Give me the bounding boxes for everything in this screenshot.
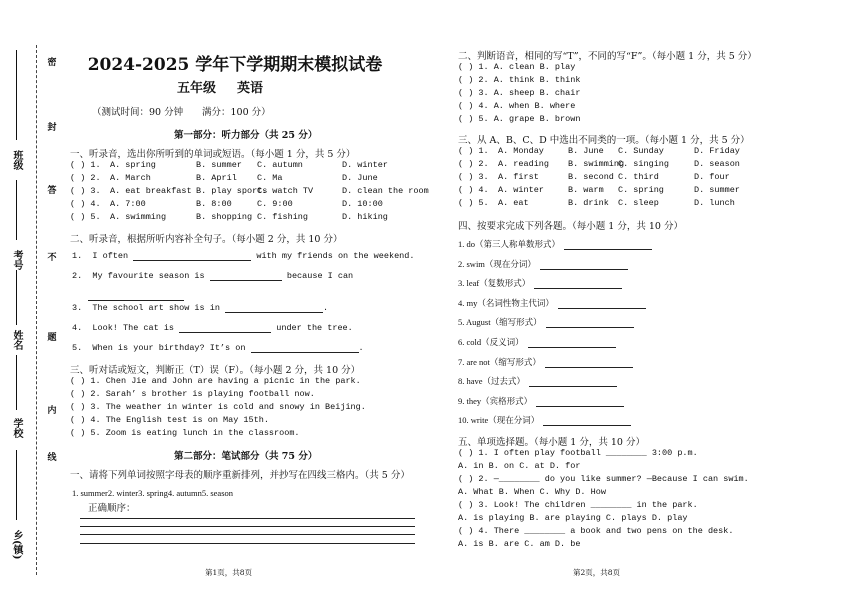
option-text: D. summer xyxy=(694,185,740,195)
option-text: D. four xyxy=(694,172,730,182)
s2-item-2-continuation xyxy=(88,282,184,301)
q2-item: ( ) 4. A. when B. where xyxy=(458,101,576,111)
q4-item-text: 9. they（宾格形式） xyxy=(458,395,533,406)
q5-question: ( ) 4. There ________ a book and two pens on the desk. xyxy=(458,526,734,536)
q2-item: ( ) 1. A. clean B. play xyxy=(458,62,576,72)
option-text: A. first xyxy=(498,172,539,182)
item-number: 2. xyxy=(72,271,83,281)
question-number: ( ) 1. xyxy=(458,146,489,156)
option-text: C. watch TV xyxy=(257,186,314,196)
item-text: with my friends on the weekend. xyxy=(256,251,415,261)
option-text: C. third xyxy=(618,172,659,182)
s1-heading: 一、听录音，选出你所听到的单词或短语。（每小题 1 分，共 5 分） xyxy=(70,149,356,160)
seal-char: 题 xyxy=(44,330,60,343)
answer-blank[interactable] xyxy=(545,358,633,368)
answer-blank[interactable] xyxy=(546,318,634,328)
option-text: A. eat breakfast xyxy=(110,186,192,196)
name-label: 姓名 xyxy=(11,330,22,350)
q4-item xyxy=(458,297,646,309)
q4-item xyxy=(458,277,622,289)
q4-item xyxy=(458,356,633,368)
q4-item-text: 5. August（缩写形式） xyxy=(458,317,542,328)
s3-item: ( ) 5. Zoom is eating lunch in the classroom. xyxy=(70,428,300,438)
q2-item: ( ) 3. A. sheep B. chair xyxy=(458,88,581,98)
s3-item: ( ) 4. The English test is on May 15th. xyxy=(70,415,269,425)
subject-label: 英语 xyxy=(237,81,264,96)
item-text: because I can xyxy=(286,271,354,281)
item-text: Look! The cat is xyxy=(92,323,175,333)
option-text: B. April xyxy=(196,173,237,183)
option-text: A. 7:00 xyxy=(110,199,146,209)
school-label: 学校 xyxy=(11,418,22,438)
s2-item-3 xyxy=(72,303,328,313)
q4-item xyxy=(458,336,616,348)
option-text: B. 8:00 xyxy=(196,199,232,209)
part2-heading: 第二部分：笔试部分（共 75 分） xyxy=(174,451,318,462)
option-text: A. spring xyxy=(110,160,156,170)
q4-heading: 四、按要求完成下列各题。（每小题 1 分，共 10 分） xyxy=(458,221,683,232)
item-text: When is your birthday? It’s on xyxy=(92,343,246,353)
exam-no-line xyxy=(16,180,17,240)
item-number: 4. xyxy=(72,323,83,333)
town-label: 乡(镇) xyxy=(11,530,22,560)
item-number: 5. xyxy=(72,343,83,353)
option-text: B. June xyxy=(568,146,604,156)
option-text: C. singing xyxy=(618,159,670,169)
page-footer: 第1页，共8页 xyxy=(205,568,253,577)
q5-question: ( ) 3. Look! The children ________ in the park. xyxy=(458,500,698,510)
question-number: ( ) 2. xyxy=(70,173,101,183)
q4-item xyxy=(458,238,652,250)
q4-item-text: 1. do（第三人称单数形式） xyxy=(458,239,561,249)
q4-item-text: 6. cold（反义词） xyxy=(458,337,524,347)
s3-heading: 三、听对话或短文，判断正（T）误（F）。（每小题 2 分，共 10 分） xyxy=(70,365,361,376)
seal-char: 答 xyxy=(44,183,60,196)
q5-options: A. is playing B. are playing C. plays D. play xyxy=(458,513,688,523)
option-text: C. Sunday xyxy=(618,146,664,156)
answer-blank[interactable] xyxy=(251,343,359,353)
q4-item xyxy=(458,375,617,387)
option-text: C. spring xyxy=(618,185,664,195)
option-text: B. shopping xyxy=(196,212,253,222)
item-number: 3. xyxy=(72,303,83,313)
item-text: The school art show is in xyxy=(92,303,220,313)
option-text: B. play sports xyxy=(196,186,268,196)
item-text: . xyxy=(323,303,329,313)
question-number: ( ) 4. xyxy=(458,185,489,195)
option-text: D. winter xyxy=(342,160,388,170)
q4-item-text: 8. have（过去式） xyxy=(458,376,526,387)
exam-title: 2024-2025 学年下学期期末模拟试卷 xyxy=(87,55,383,75)
q4-item-text: 3. leaf（复数形式） xyxy=(458,278,531,289)
option-text: A. eat xyxy=(498,198,529,208)
exam-no-label: 考号 xyxy=(11,250,22,270)
question-number: ( ) 5. xyxy=(70,212,101,222)
option-text: B. warm xyxy=(568,185,604,195)
q3-heading: 三、从 A、B、C、D 中选出不同类的一项。（每小题 1 分，共 5 分） xyxy=(458,135,750,146)
q4-item xyxy=(458,316,634,328)
option-text: C. Ma xyxy=(257,173,283,183)
answer-blank[interactable] xyxy=(536,397,624,407)
s2-heading: 二、听录音，根据所听内容补全句子。（每小题 2 分，共 10 分） xyxy=(70,234,343,245)
answer-blank[interactable] xyxy=(133,251,251,261)
q5-heading: 五、单项选择题。（每小题 1 分，共 10 分） xyxy=(458,437,645,448)
option-text: A. Monday xyxy=(498,146,544,156)
writing-line xyxy=(80,518,415,519)
q2-heading: 二、判断语音，相同的写“T”，不同的写“F”。（每小题 1 分，共 5 分） xyxy=(458,51,757,62)
answer-blank[interactable] xyxy=(528,338,616,348)
item-text: My favourite season is xyxy=(92,271,205,281)
s3-item: ( ) 3. The weather in winter is cold and snowy in Beijing. xyxy=(70,402,366,412)
option-text: C. autumn xyxy=(257,160,303,170)
answer-blank[interactable] xyxy=(564,240,652,250)
s2-item-1 xyxy=(72,251,414,261)
question-number: ( ) 3. xyxy=(458,172,489,182)
answer-blank[interactable] xyxy=(529,377,617,387)
answer-blank[interactable] xyxy=(225,303,323,313)
question-number: ( ) 3. xyxy=(70,186,101,196)
q4-item xyxy=(458,395,624,407)
answer-blank[interactable] xyxy=(210,271,282,281)
q5-options: A. is B. are C. am D. be xyxy=(458,539,581,549)
option-text: D. 10:00 xyxy=(342,199,383,209)
s2-item-4 xyxy=(72,323,353,333)
seal-char: 线 xyxy=(44,450,60,463)
q5-options: A. in B. on C. at D. for xyxy=(458,461,581,471)
page-footer: 第2页，共8页 xyxy=(573,568,621,577)
w1-order-label: 正确顺序： xyxy=(88,503,136,514)
town-line xyxy=(16,450,17,520)
full-score: 满分：100 分） xyxy=(202,107,271,118)
option-text: D. season xyxy=(694,159,740,169)
question-number: ( ) 2. xyxy=(458,159,489,169)
option-text: A. winter xyxy=(498,185,544,195)
q5-question: ( ) 1. I often play football ________ 3:00 p.m. xyxy=(458,448,698,458)
option-text: A. reading xyxy=(498,159,550,169)
q4-item-text: 7. are not（缩写形式） xyxy=(458,356,541,367)
q4-item xyxy=(458,414,631,426)
option-text: B. second xyxy=(568,172,614,182)
option-text: A. March xyxy=(110,173,151,183)
seal-char: 不 xyxy=(44,250,60,263)
school-line xyxy=(16,355,17,410)
q4-item xyxy=(458,258,628,270)
writing-line xyxy=(80,543,415,544)
part1-heading: 第一部分：听力部分（共 25 分） xyxy=(174,130,318,141)
seal-char: 封 xyxy=(44,120,60,133)
class-label: 班级 xyxy=(11,150,22,170)
option-text: B. summer xyxy=(196,160,242,170)
s3-item: ( ) 1. Chen Jie and John are having a picnic in the park. xyxy=(70,376,361,386)
writing-line xyxy=(80,526,415,527)
item-text: . xyxy=(358,343,364,353)
answer-blank[interactable] xyxy=(540,260,628,270)
option-text: D. hiking xyxy=(342,212,388,222)
option-text: D. lunch xyxy=(694,198,735,208)
answer-blank[interactable] xyxy=(88,291,184,301)
question-number: ( ) 1. xyxy=(70,160,101,170)
answer-blank[interactable] xyxy=(543,416,631,426)
seal-char: 密 xyxy=(44,55,60,68)
item-text: under the tree. xyxy=(276,323,353,333)
question-number: ( ) 5. xyxy=(458,198,489,208)
seal-dashed-line xyxy=(36,45,37,575)
s2-item-5 xyxy=(72,343,364,353)
option-text: B. swimming xyxy=(568,159,625,169)
q5-options: A. What B. When C. Why D. How xyxy=(458,487,606,497)
q5-question: ( ) 2. —________ do you like summer? —Because I can swim. xyxy=(458,474,749,484)
option-text: B. drink xyxy=(568,198,609,208)
option-text: A. swimming xyxy=(110,212,167,222)
q2-item: ( ) 5. A. grape B. brown xyxy=(458,114,581,124)
writing-line xyxy=(80,534,415,535)
class-line xyxy=(16,50,17,140)
q4-item-text: 10. write（现在分词） xyxy=(458,415,540,426)
option-text: D. Friday xyxy=(694,146,740,156)
option-text: C. sleep xyxy=(618,198,659,208)
option-text: D. clean the room xyxy=(342,186,429,196)
q4-item-text: 2. swim（现在分词） xyxy=(458,258,536,269)
item-number: 1. xyxy=(72,251,83,261)
answer-blank[interactable] xyxy=(558,299,646,309)
name-line xyxy=(16,270,17,325)
answer-blank[interactable] xyxy=(179,323,271,333)
w1-heading: 一、请将下列单词按照字母表的顺序重新排列，并抄写在四线三格内。（共 5 分） xyxy=(70,470,410,481)
item-text: I often xyxy=(92,251,129,261)
w1-words: 1. summer2. winter3. spring4. autumn5. season xyxy=(72,488,234,498)
q2-item: ( ) 2. A. think B. think xyxy=(458,75,581,85)
question-number: ( ) 4. xyxy=(70,199,101,209)
option-text: D. June xyxy=(342,173,378,183)
seal-char: 内 xyxy=(44,403,60,416)
test-time: （测试时间：90 分钟 xyxy=(92,107,184,118)
option-text: C. fishing xyxy=(257,212,309,222)
answer-blank[interactable] xyxy=(534,279,622,289)
s2-item-2 xyxy=(72,271,353,281)
option-text: C. 9:00 xyxy=(257,199,293,209)
grade-label: 五年级 xyxy=(177,81,217,96)
q4-item-text: 4. my（名词性物主代词） xyxy=(458,297,554,308)
s3-item: ( ) 2. Sarah’ s brother is playing football now. xyxy=(70,389,315,399)
